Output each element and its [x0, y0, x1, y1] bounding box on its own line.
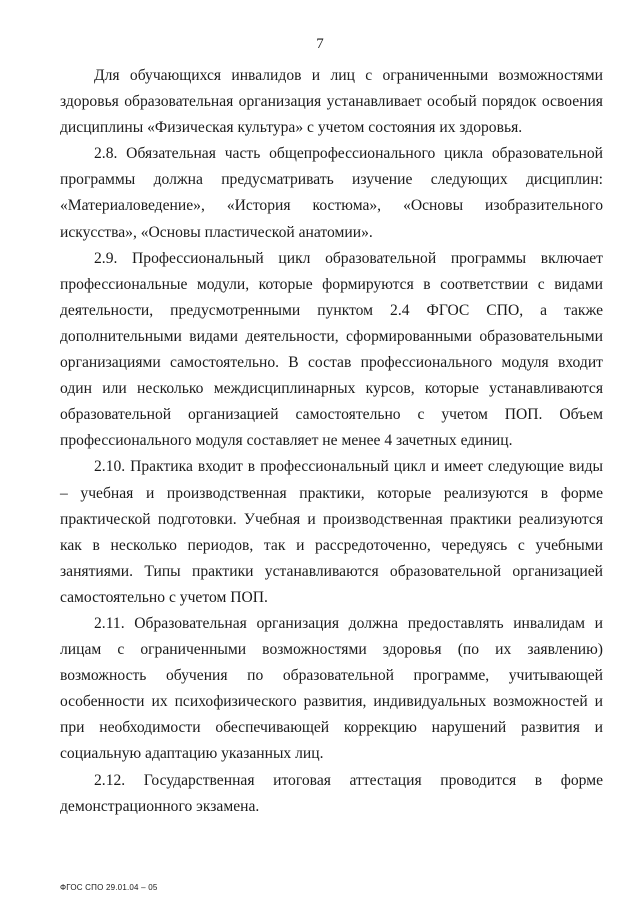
paragraph-2-11: 2.11. Образовательная организация должна предоставлять инвалидам и лицам с ограниченными возможностями здоровья (по их заявлению) возможность обучения по образовательной программе, учитывающей особенности их психофизического развития, индивидуальных возможностей и при необходимости обеспечивающей коррекцию нарушений развития и социальную адаптацию указанных лиц. [60, 614, 603, 763]
paragraph-2-10: 2.10. Практика входит в профессиональный цикл и имеет следующие виды – учебная и производственная практики, которые реализуются в форме практической подготовки. Учебная и производственная практики реализуются как в несколько периодов, так и рассредоточенно, чередуясь с учебными занятиями. Типы практики устанавливаются образовательной организацией самостоятельно с учетом ПОП. [60, 458, 603, 606]
paragraph-2-8: 2.8. Обязательная часть общепрофессионального цикла образовательной программы должна предусматривать изучение следующих дисциплин: «Материаловедение», «История костюма», «Основы изобразительного искусства», «Основы пластической анатомии». [60, 145, 603, 241]
paragraph-2-12: 2.12. Государственная итоговая аттестация проводится в форме демонстрационного экзамена. [60, 771, 603, 815]
document-body [60, 63, 603, 820]
footer-document-code: ФГОС СПО 29.01.04 – 05 [60, 883, 158, 892]
paragraph-disabled-students-pe: Для обучающихся инвалидов и лиц с ограниченными возможностями здоровья образовательная организация устанавливает особый порядок освоения дисциплины «Физическая культура» с учетом состояния их здоровья. [60, 67, 603, 137]
page-number: 7 [316, 36, 324, 52]
paragraph-2-9: 2.9. Профессиональный цикл образовательной программы включает профессиональные модули, которые формируются в соответствии с видами деятельности, предусмотренными пунктом 2.4 ФГОС СПО, а также дополнительными видами деятельности, сформированными образовательными организациями самостоятельно. В состав профессионального модуля входит один или несколько междисциплинарных курсов, которые устанавливаются образовательной организацией самостоятельно с учетом ПОП. Объем профессионального модуля составляет не менее 4 зачетных единиц. [60, 249, 603, 450]
